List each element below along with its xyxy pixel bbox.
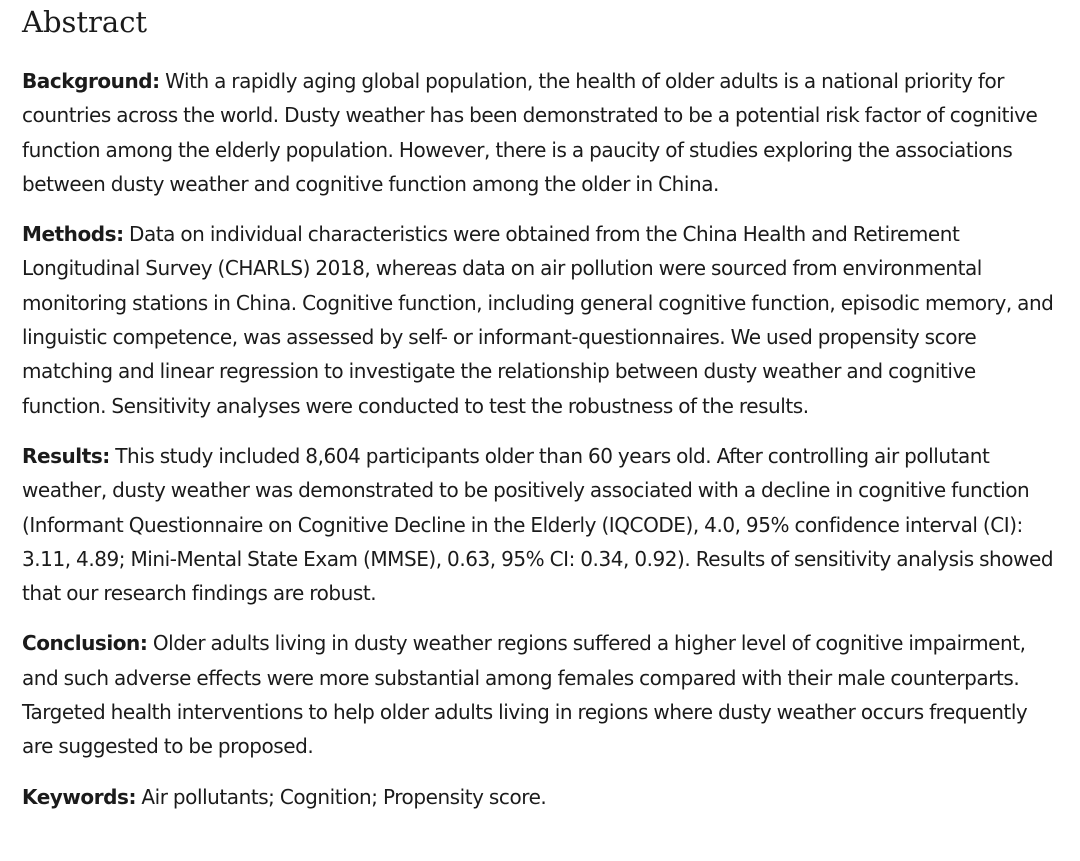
conclusion-text: Older adults living in dusty weather regions suffered a higher level of cognitive impairment, and such adverse effects were more substantial among females compared with their male counterparts. Targeted health interventions to help older adults living in regions where dusty weather occurs frequently are suggested to be proposed. (22, 631, 1028, 759)
results-label: Results: (22, 443, 110, 468)
conclusion-label: Conclusion: (22, 631, 148, 656)
keywords-label: Keywords: (22, 784, 136, 809)
methods-text: Data on individual characteristics were obtained from the China Health and Retirement Longitudinal Survey (CHARLS) 2018, whereas data on air pollution were sourced from environmental monitoring stations in China. Cognitive function, including general cognitive function, episodic memory, and linguistic competence, was assessed by self- or informant-questionnaires. We used propensity score matching and linear regression to investigate the relationship between dusty weather and cognitive function. Sensitivity analyses were conducted to test the robustness of the results. (22, 222, 1054, 418)
keywords-paragraph (22, 780, 1058, 814)
background-label: Background: (22, 69, 160, 93)
results-text: This study included 8,604 participants older than 60 years old. After controlling air pollutant weather, dusty weather was demonstrated to be positively associated with a decline in cognitive function (Informant Questionnaire on Cognitive Decline in the Elderly (IQCODE), 4.0, 95% confidence interval (CI): 3.11, 4.89; Mini-Mental State Exam (MMSE), 0.63, 95% CI: 0.34, 0.92). Results of sensitivity analysis showed that our research findings are robust. (22, 443, 1054, 606)
methods-label: Methods: (22, 222, 124, 247)
background-paragraph (22, 64, 1058, 201)
abstract-section (22, 0, 1058, 814)
conclusion-paragraph (22, 626, 1058, 763)
keywords-text: Air pollutants; Cognition; Propensity score. (136, 784, 547, 809)
methods-paragraph (22, 217, 1058, 423)
results-paragraph (22, 439, 1058, 610)
background-text: With a rapidly aging global population, the health of older adults is a national priority for countries across the world. Dusty weather has been demonstrated to be a potential risk factor of cognitive function among the elderly population. However, there is a paucity of studies exploring the associations between dusty weather and cognitive function among the older in China. (22, 69, 1038, 196)
abstract-heading: Abstract (22, 5, 148, 39)
